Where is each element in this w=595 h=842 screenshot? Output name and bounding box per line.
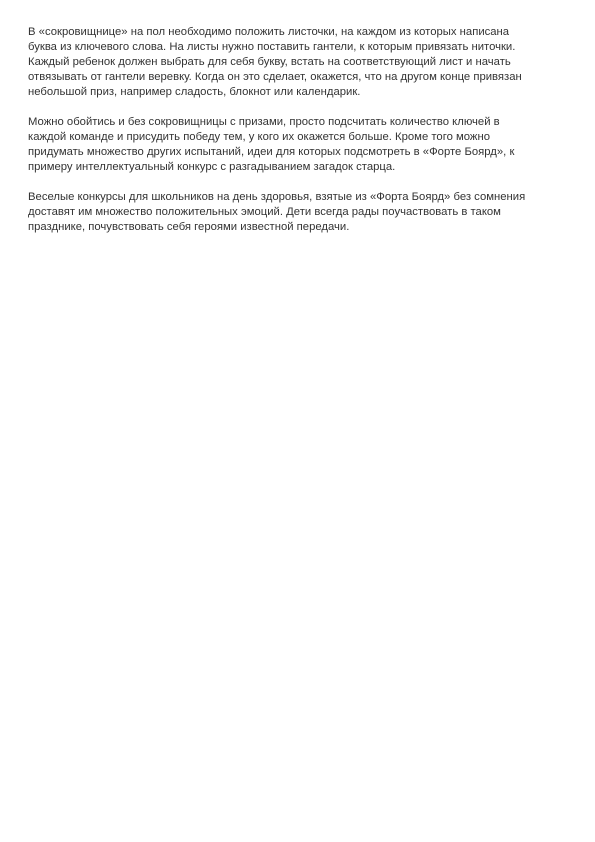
text-line: доставят им множество положительных эмоций. Дети всегда рады поучаствовать в таком	[28, 206, 501, 218]
text-line: небольшой приз, например сладость, блокнот или календарик.	[28, 86, 361, 98]
text-line: Веселые конкурсы для школьников на день здоровья, взятые из «Форта Боярд» без сомнения	[28, 191, 526, 203]
document-body	[28, 25, 568, 250]
text-line: примеру интеллектуальный конкурс с разгадыванием загадок старца.	[28, 161, 396, 173]
text-line: придумать множество других испытаний, идеи для которых подсмотреть в «Форте Боярд», к	[28, 146, 515, 158]
paragraph-3	[28, 190, 568, 235]
text-line: Каждый ребенок должен выбрать для себя букву, встать на соответствующий лист и начать	[28, 56, 511, 68]
paragraph-1	[28, 25, 568, 100]
text-line: В «сокровищнице» на пол необходимо положить листочки, на каждом из которых написана	[28, 26, 510, 38]
text-line: каждой команде и присудить победу тем, у кого их окажется больше. Кроме того можно	[28, 131, 490, 143]
text-line: Можно обойтись и без сокровищницы с призами, просто подсчитать количество ключей в	[28, 116, 500, 128]
text-line: отвязывать от гантели веревку. Когда он это сделает, окажется, что на другом конце привязан	[28, 71, 522, 83]
text-line: празднике, почувствовать себя героями известной передачи.	[28, 221, 350, 233]
paragraph-2	[28, 115, 568, 175]
text-line: буква из ключевого слова. На листы нужно поставить гантели, к которым привязать ниточки.	[28, 41, 516, 53]
